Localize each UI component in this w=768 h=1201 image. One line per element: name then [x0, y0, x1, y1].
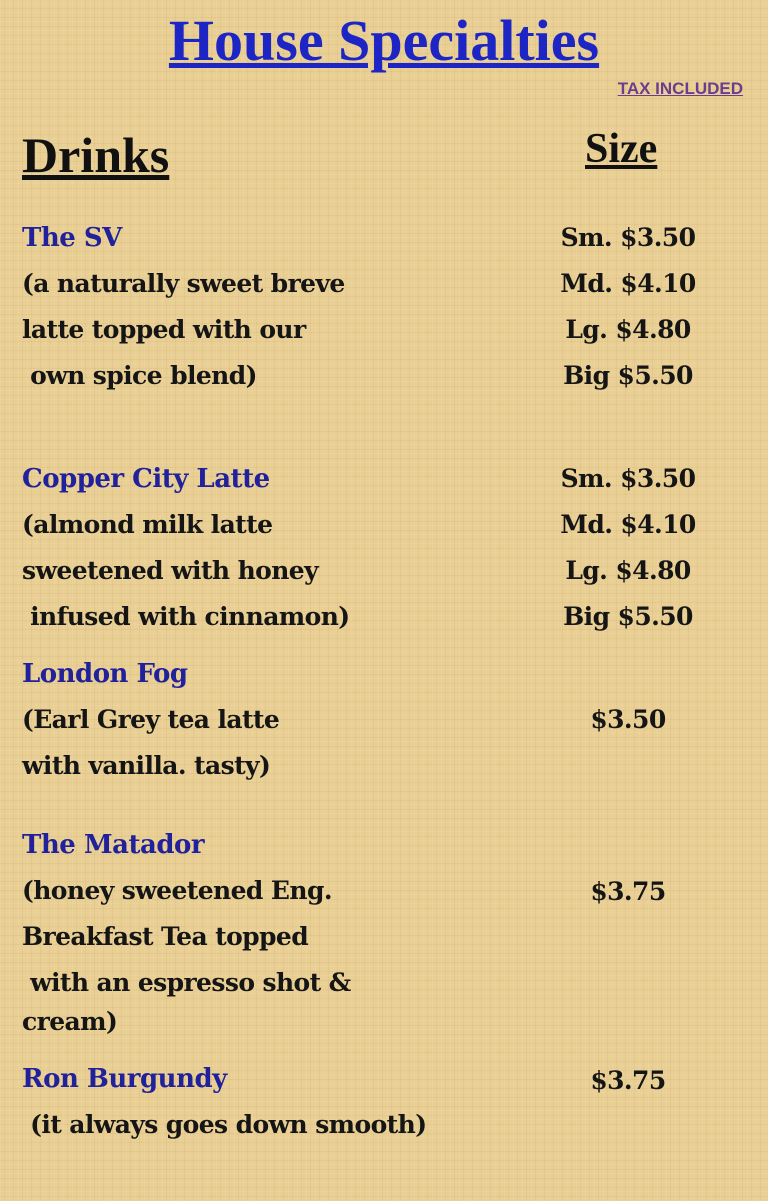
description-line: cream) — [22, 1007, 118, 1036]
item-prices — [530, 215, 726, 399]
size-heading: Size — [585, 126, 658, 172]
item-prices — [530, 456, 726, 640]
description-line: (it always goes down smooth) — [22, 1110, 427, 1139]
description-line: (Earl Grey tea latte — [22, 705, 280, 734]
item-description — [22, 502, 542, 640]
description-line: sweetened with honey — [22, 556, 319, 585]
item-description — [22, 261, 542, 399]
price: $3.50 — [590, 705, 666, 734]
item-prices — [530, 869, 726, 915]
description-line: with an espresso shot & — [22, 968, 351, 997]
description-line: (a naturally sweet breve — [22, 269, 345, 298]
menu-item-london-fog — [22, 651, 542, 789]
item-name: Copper City Latte — [22, 464, 270, 494]
price-small: Sm. $3.50 — [560, 464, 696, 493]
description-line: with vanilla. tasty) — [22, 751, 271, 780]
item-prices — [530, 697, 726, 743]
description-line: Breakfast Tea topped — [22, 922, 309, 951]
item-prices — [530, 1058, 726, 1104]
price: $3.75 — [590, 877, 666, 906]
item-name: London Fog — [22, 659, 188, 689]
tax-included-link[interactable]: TAX INCLUDED — [617, 79, 743, 98]
item-description — [22, 1102, 542, 1148]
price: $3.75 — [590, 1066, 666, 1095]
price-small: Sm. $3.50 — [560, 223, 696, 252]
item-description — [22, 868, 542, 1038]
description-line: (almond milk latte — [22, 510, 273, 539]
description-line: (honey sweetened Eng. — [22, 876, 332, 905]
item-name: Ron Burgundy — [22, 1064, 227, 1094]
menu-title: House Specialties — [168, 8, 600, 73]
item-name: The Matador — [22, 830, 205, 860]
price-large: Lg. $4.80 — [565, 315, 691, 344]
price-big: Big $5.50 — [563, 361, 693, 390]
price-large: Lg. $4.80 — [565, 556, 691, 585]
menu-item-the-sv — [22, 215, 542, 399]
menu-item-the-matador — [22, 822, 542, 1038]
description-line: own spice blend) — [22, 361, 257, 390]
item-name: The SV — [22, 223, 122, 253]
description-line: latte topped with our — [22, 315, 306, 344]
drinks-heading: Drinks — [22, 127, 170, 183]
price-medium: Md. $4.10 — [560, 269, 696, 298]
price-medium: Md. $4.10 — [560, 510, 696, 539]
menu-item-copper-city-latte — [22, 456, 542, 640]
price-big: Big $5.50 — [563, 602, 693, 631]
description-line: infused with cinnamon) — [22, 602, 350, 631]
item-description — [22, 697, 542, 789]
menu-item-ron-burgundy — [22, 1056, 542, 1148]
